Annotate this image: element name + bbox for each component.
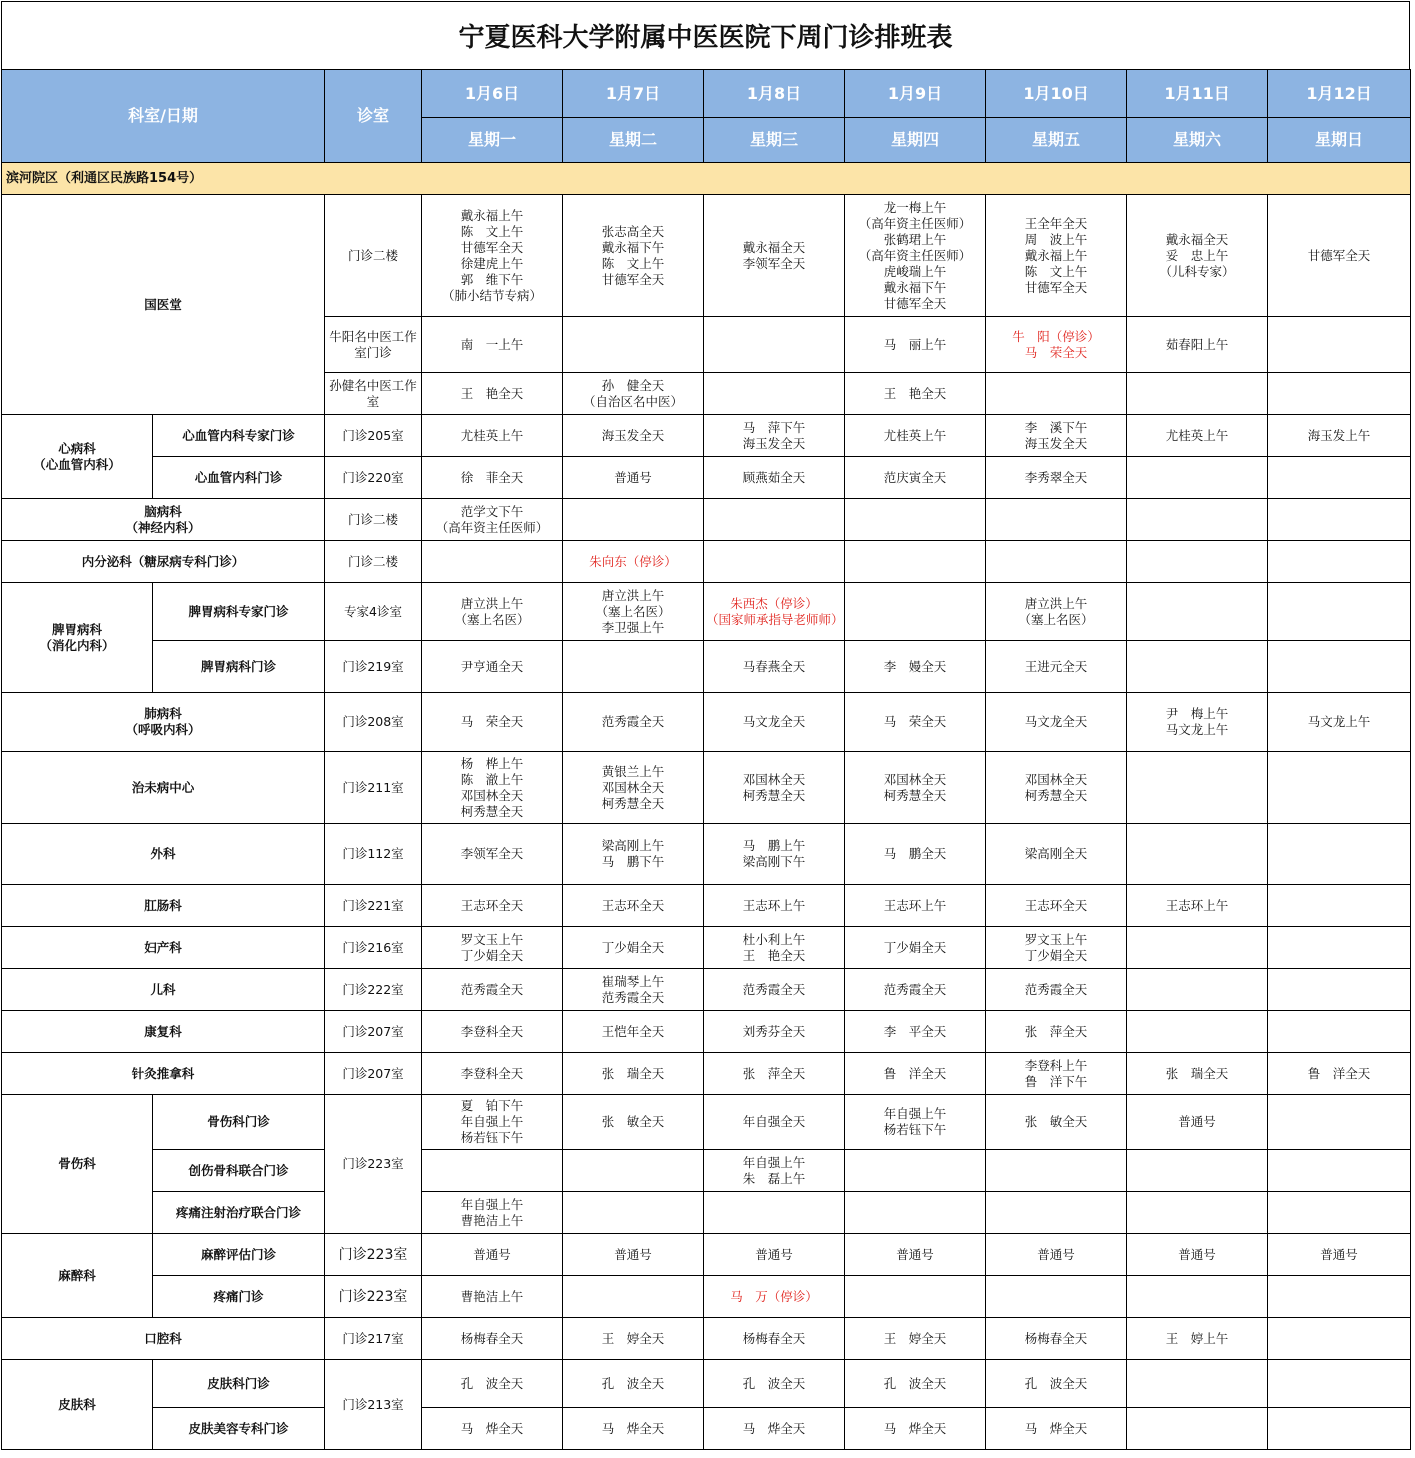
room-cell: 门诊207室 [325,1011,422,1053]
schedule-cell: 杜小利上午 王 艳全天 [704,927,845,969]
schedule-cell: 范秀霞全天 [422,969,563,1011]
schedule-cell: 梁高刚上午 马 鹏下午 [563,824,704,885]
schedule-cell: 王 艳全天 [845,373,986,415]
schedule-cell: 马 烨全天 [563,1408,704,1450]
schedule-cell: 朱西杰（停诊） （国家师承指导老师师） [704,583,845,641]
schedule-cell: 张志高全天 戴永福下午 陈 文上午 甘德军全天 [563,195,704,317]
schedule-cell [1268,824,1411,885]
schedule-cell [563,1276,704,1318]
schedule-cell: 马 万（停诊） [704,1276,845,1318]
dept-name: 国医堂 [2,195,325,415]
room-cell: 门诊223室 [325,1095,422,1234]
schedule-cell: 范秀霞全天 [845,969,986,1011]
schedule-cell [1127,1011,1268,1053]
schedule-cell: 王恺年全天 [563,1011,704,1053]
header-date: 1月11日 [1127,70,1268,118]
schedule-cell: 马 荣全天 [845,693,986,752]
schedule-cell: 鲁 洋全天 [845,1053,986,1095]
schedule-cell: 邓国林全天 柯秀慧全天 [704,752,845,824]
schedule-cell [1127,583,1268,641]
schedule-cell [563,1192,704,1234]
schedule-cell: 海玉发上午 [1268,415,1411,457]
room-cell: 门诊208室 [325,693,422,752]
schedule-cell [1268,1192,1411,1234]
schedule-cell [1268,1095,1411,1150]
schedule-cell [704,541,845,583]
schedule-cell: 李 平全天 [845,1011,986,1053]
schedule-cell: 鲁 洋全天 [1268,1053,1411,1095]
dept-name: 心病科 （心血管内科） [2,415,153,499]
schedule-cell: 李登科全天 [422,1053,563,1095]
schedule-cell: 孔 波全天 [563,1360,704,1408]
schedule-cell: 尤桂英上午 [1127,415,1268,457]
schedule-cell [986,1192,1127,1234]
schedule-cell: 年自强上午 曹艳洁上午 [422,1192,563,1234]
schedule-cell [1268,969,1411,1011]
schedule-cell: 王志环全天 [563,885,704,927]
schedule-cell [704,1192,845,1234]
schedule-cell [1268,317,1411,373]
schedule-cell [1268,1318,1411,1360]
schedule-cell: 马 鹏上午 梁高刚下午 [704,824,845,885]
schedule-cell [563,641,704,693]
schedule-cell: 邓国林全天 柯秀慧全天 [986,752,1127,824]
schedule-cell [1127,541,1268,583]
schedule-cell: 李秀翠全天 [986,457,1127,499]
schedule-cell [1127,752,1268,824]
schedule-cell: 牛 阳（停诊） 马 荣全天 [986,317,1127,373]
header-dept-date: 科室/日期 [2,70,325,163]
schedule-cell: 张 瑞全天 [563,1053,704,1095]
schedule-cell [563,499,704,541]
schedule-cell: 普通号 [1127,1234,1268,1276]
schedule-cell: 戴永福上午 陈 文上午 甘德军全天 徐建虎上午 郭 维下午 （肺小结节专病） [422,195,563,317]
schedule-cell: 普通号 [1127,1095,1268,1150]
header-date: 1月6日 [422,70,563,118]
header-weekday: 星期日 [1268,118,1411,163]
schedule-cell: 黄银兰上午 邓国林全天 柯秀慧全天 [563,752,704,824]
dept-name: 针灸推拿科 [2,1053,325,1095]
schedule-cell: 王进元全天 [986,641,1127,693]
dept-name: 脑病科 （神经内科） [2,499,325,541]
room-cell: 孙健名中医工作室 [325,373,422,415]
schedule-cell [1268,1150,1411,1192]
schedule-cell: 马文龙全天 [986,693,1127,752]
dept-name: 外科 [2,824,325,885]
schedule-cell: 王志环上午 [845,885,986,927]
schedule-cell: 朱向东（停诊） [563,541,704,583]
schedule-cell [1127,373,1268,415]
room-cell: 门诊二楼 [325,195,422,317]
schedule-cell: 孔 波全天 [845,1360,986,1408]
schedule-cell [1127,499,1268,541]
schedule-cell: 戴永福全天 妥 忠上午 （儿科专家） [1127,195,1268,317]
header-date: 1月7日 [563,70,704,118]
schedule-cell: 王 艳全天 [422,373,563,415]
schedule-cell: 范庆寅全天 [845,457,986,499]
dept-name: 儿科 [2,969,325,1011]
sub-dept-name: 疼痛注射治疗联合门诊 [153,1192,325,1234]
schedule-cell [986,373,1127,415]
schedule-cell: 杨梅春全天 [422,1318,563,1360]
schedule-cell [1268,457,1411,499]
schedule-cell: 王志环上午 [704,885,845,927]
schedule-cell: 年自强上午 朱 磊上午 [704,1150,845,1192]
room-cell: 门诊222室 [325,969,422,1011]
schedule-cell: 王志环全天 [422,885,563,927]
schedule-cell [422,541,563,583]
dept-name: 骨伤科 [2,1095,153,1234]
schedule-cell [1127,457,1268,499]
schedule-cell: 张 萍全天 [986,1011,1127,1053]
schedule-cell: 杨梅春全天 [704,1318,845,1360]
schedule-cell: 王志环上午 [1127,885,1268,927]
schedule-cell: 马 烨全天 [422,1408,563,1450]
header-room: 诊室 [325,70,422,163]
schedule-cell: 王 婷全天 [563,1318,704,1360]
header-weekday: 星期三 [704,118,845,163]
schedule-cell: 普通号 [1268,1234,1411,1276]
schedule-cell: 罗文玉上午 丁少娟全天 [422,927,563,969]
schedule-cell: 孙 健全天 （自治区名中医） [563,373,704,415]
schedule-cell: 尹 梅上午 马文龙上午 [1127,693,1268,752]
dept-name: 肺病科 （呼吸内科） [2,693,325,752]
schedule-cell: 顾燕茹全天 [704,457,845,499]
sub-dept-name: 创伤骨科联合门诊 [153,1150,325,1192]
sub-dept-name: 脾胃病科门诊 [153,641,325,693]
schedule-cell: 普通号 [422,1234,563,1276]
schedule-cell [986,1150,1127,1192]
header-weekday: 星期一 [422,118,563,163]
schedule-cell: 尤桂英上午 [422,415,563,457]
schedule-cell [845,1192,986,1234]
schedule-cell [1127,1408,1268,1450]
schedule-cell: 丁少娟全天 [563,927,704,969]
sub-dept-name: 麻醉评估门诊 [153,1234,325,1276]
schedule-cell: 马 烨全天 [704,1408,845,1450]
schedule-cell [1268,1011,1411,1053]
schedule-cell: 尤桂英上午 [845,415,986,457]
schedule-cell: 马春燕全天 [704,641,845,693]
schedule-cell [1268,1276,1411,1318]
header-date: 1月8日 [704,70,845,118]
room-cell: 门诊211室 [325,752,422,824]
dept-name: 口腔科 [2,1318,325,1360]
schedule-cell: 梁高刚全天 [986,824,1127,885]
schedule-cell: 王全年全天 周 波上午 戴永福上午 陈 文上午 甘德军全天 [986,195,1127,317]
schedule-cell: 邓国林全天 柯秀慧全天 [845,752,986,824]
schedule-table [1,69,1411,1450]
room-cell: 专家4诊室 [325,583,422,641]
schedule-cell: 普通号 [704,1234,845,1276]
schedule-cell [1268,499,1411,541]
schedule-cell: 唐立洪上午 （塞上名医） 李卫强上午 [563,583,704,641]
room-cell: 门诊207室 [325,1053,422,1095]
schedule-cell: 马 鹏全天 [845,824,986,885]
schedule-cell [1127,1150,1268,1192]
schedule-cell [1127,927,1268,969]
schedule-cell: 唐立洪上午 （塞上名医） [986,583,1127,641]
sub-dept-name: 皮肤科门诊 [153,1360,325,1408]
sub-dept-name: 皮肤美容专科门诊 [153,1408,325,1450]
schedule-cell: 崔瑞琴上午 范秀霞全天 [563,969,704,1011]
schedule-cell [845,1150,986,1192]
schedule-cell: 李登科全天 [422,1011,563,1053]
sub-dept-name: 心血管内科专家门诊 [153,415,325,457]
schedule-cell: 年自强上午 杨若钰下午 [845,1095,986,1150]
schedule-cell: 戴永福全天 李领军全天 [704,195,845,317]
room-cell: 牛阳名中医工作室门诊 [325,317,422,373]
schedule-cell: 范秀霞全天 [704,969,845,1011]
schedule-cell: 普通号 [845,1234,986,1276]
schedule-cell: 徐 菲全天 [422,457,563,499]
schedule-cell: 夏 铂下午 年自强上午 杨若钰下午 [422,1095,563,1150]
header-date: 1月10日 [986,70,1127,118]
header-weekday: 星期四 [845,118,986,163]
schedule-cell [422,1150,563,1192]
schedule-cell [986,541,1127,583]
room-cell: 门诊213室 [325,1360,422,1450]
schedule-cell: 刘秀芬全天 [704,1011,845,1053]
room-cell: 门诊217室 [325,1318,422,1360]
schedule-cell: 范秀霞全天 [563,693,704,752]
schedule-cell: 南 一上午 [422,317,563,373]
schedule-cell: 曹艳洁上午 [422,1276,563,1318]
dept-name: 皮肤科 [2,1360,153,1450]
schedule-cell [1127,824,1268,885]
schedule-cell: 王志环全天 [986,885,1127,927]
schedule-cell: 张 萍全天 [704,1053,845,1095]
room-cell: 门诊220室 [325,457,422,499]
schedule-cell: 龙一梅上午 （高年资主任医师） 张鹤珺上午 （高年资主任医师） 虎峻瑞上午 戴永福下午 甘德军全天 [845,195,986,317]
schedule-cell: 孔 波全天 [422,1360,563,1408]
header-date: 1月9日 [845,70,986,118]
schedule-cell: 海玉发全天 [563,415,704,457]
campus-label: 滨河院区（利通区民族路154号） [2,163,1411,195]
schedule-cell: 范学文下午 （高年资主任医师） [422,499,563,541]
schedule-cell: 李领军全天 [422,824,563,885]
schedule-cell: 甘德军全天 [1268,195,1411,317]
schedule-cell [1127,1360,1268,1408]
dept-name: 脾胃病科 （消化内科） [2,583,153,693]
schedule-cell [563,1150,704,1192]
sub-dept-name: 疼痛门诊 [153,1276,325,1318]
schedule-cell [1127,1276,1268,1318]
schedule-cell: 马 烨全天 [845,1408,986,1450]
schedule-cell [1268,1360,1411,1408]
schedule-cell: 马 萍下午 海玉发全天 [704,415,845,457]
room-cell: 门诊219室 [325,641,422,693]
schedule-cell [1268,752,1411,824]
room-cell: 门诊223室 [325,1276,422,1318]
dept-name: 麻醉科 [2,1234,153,1318]
schedule-cell [1268,541,1411,583]
sub-dept-name: 骨伤科门诊 [153,1095,325,1150]
schedule-cell: 马 烨全天 [986,1408,1127,1450]
schedule-cell: 范秀霞全天 [986,969,1127,1011]
room-cell: 门诊223室 [325,1234,422,1276]
schedule-cell: 普通号 [563,457,704,499]
schedule-cell [986,1276,1127,1318]
room-cell: 门诊205室 [325,415,422,457]
schedule-cell [845,583,986,641]
schedule-cell [704,317,845,373]
dept-name: 内分泌科（糖尿病专科门诊） [2,541,325,583]
dept-name: 妇产科 [2,927,325,969]
schedule-cell [1268,641,1411,693]
header-date: 1月12日 [1268,70,1411,118]
schedule-cell [1268,373,1411,415]
header-weekday: 星期二 [563,118,704,163]
schedule-cell: 罗文玉上午 丁少娟全天 [986,927,1127,969]
schedule-cell: 张 瑞全天 [1127,1053,1268,1095]
page-title: 宁夏医科大学附属中医医院下周门诊排班表 [1,1,1410,69]
sub-dept-name: 心血管内科门诊 [153,457,325,499]
schedule-cell: 茹春阳上午 [1127,317,1268,373]
schedule-cell [704,373,845,415]
schedule-cell: 王 婷上午 [1127,1318,1268,1360]
header-weekday: 星期六 [1127,118,1268,163]
schedule-cell: 尹亨通全天 [422,641,563,693]
dept-name: 康复科 [2,1011,325,1053]
schedule-cell [563,317,704,373]
schedule-cell: 马 丽上午 [845,317,986,373]
schedule-cell: 李 溪下午 海玉发全天 [986,415,1127,457]
schedule-cell: 普通号 [563,1234,704,1276]
schedule-cell [986,499,1127,541]
schedule-cell [1268,1408,1411,1450]
schedule-cell: 张 敏全天 [563,1095,704,1150]
schedule-cell: 马 荣全天 [422,693,563,752]
schedule-cell [1127,1192,1268,1234]
schedule-cell [845,499,986,541]
schedule-cell: 李 嫚全天 [845,641,986,693]
schedule-cell: 李登科上午 鲁 洋下午 [986,1053,1127,1095]
schedule-cell [1268,885,1411,927]
schedule-cell: 马文龙上午 [1268,693,1411,752]
schedule-cell: 杨 桦上午 陈 澈上午 邓国林全天 柯秀慧全天 [422,752,563,824]
schedule-cell [845,1276,986,1318]
schedule-cell: 马文龙全天 [704,693,845,752]
schedule-cell: 孔 波全天 [704,1360,845,1408]
schedule-cell: 唐立洪上午 （塞上名医） [422,583,563,641]
room-cell: 门诊二楼 [325,499,422,541]
schedule-cell: 丁少娟全天 [845,927,986,969]
room-cell: 门诊221室 [325,885,422,927]
schedule-cell: 年自强全天 [704,1095,845,1150]
schedule-sheet [1,1,1410,1451]
room-cell: 门诊二楼 [325,541,422,583]
schedule-cell [1268,583,1411,641]
schedule-cell: 普通号 [986,1234,1127,1276]
sub-dept-name: 脾胃病科专家门诊 [153,583,325,641]
schedule-cell: 杨梅春全天 [986,1318,1127,1360]
schedule-cell: 孔 波全天 [986,1360,1127,1408]
schedule-cell [1127,969,1268,1011]
schedule-cell [1268,927,1411,969]
schedule-cell: 王 婷全天 [845,1318,986,1360]
schedule-cell [704,499,845,541]
dept-name: 治未病中心 [2,752,325,824]
schedule-cell: 张 敏全天 [986,1095,1127,1150]
header-weekday: 星期五 [986,118,1127,163]
room-cell: 门诊216室 [325,927,422,969]
schedule-cell [1127,641,1268,693]
room-cell: 门诊112室 [325,824,422,885]
schedule-cell [845,541,986,583]
dept-name: 肛肠科 [2,885,325,927]
